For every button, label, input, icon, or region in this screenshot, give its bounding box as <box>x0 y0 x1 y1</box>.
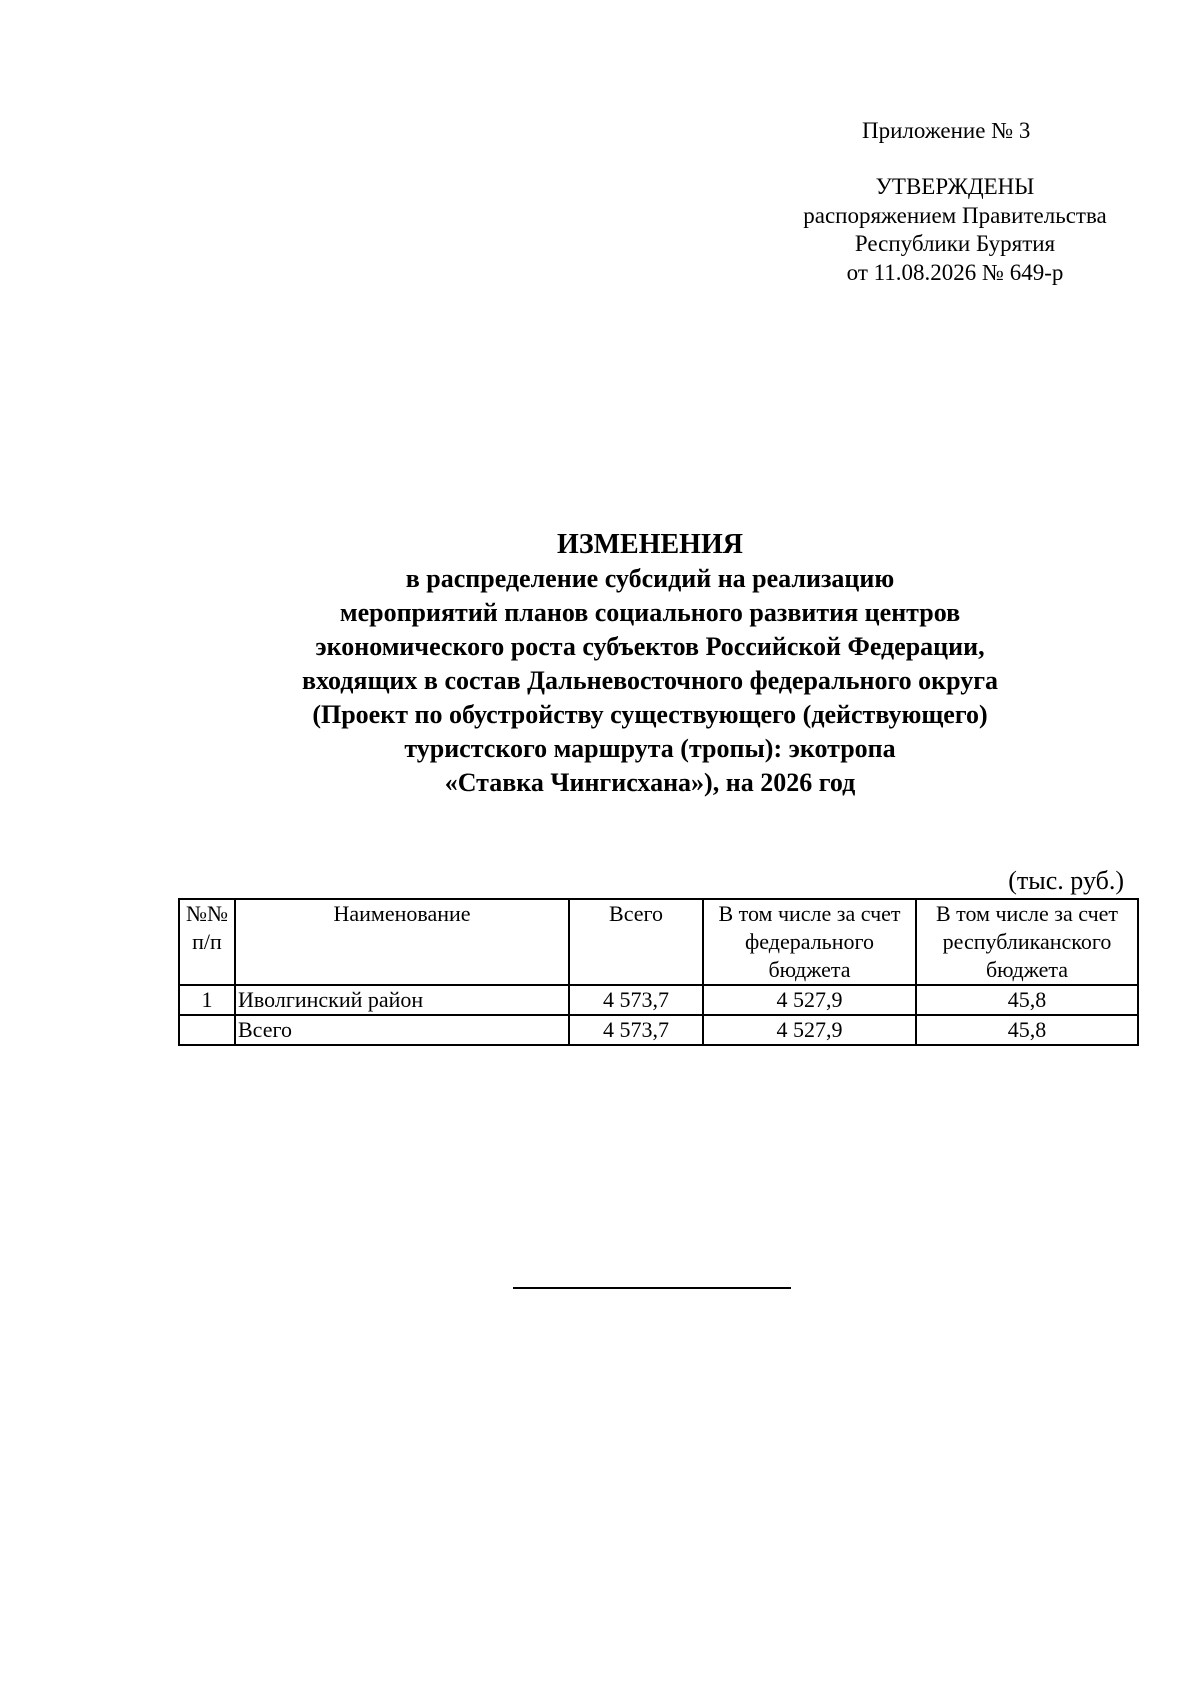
appendix-label: Приложение № 3 <box>862 118 1031 143</box>
title-line: «Ставка Чингисхана»), на 2026 год <box>444 768 856 797</box>
title-line: туристского маршрута (тропы): экотропа <box>404 734 896 763</box>
approval-stamp <box>770 173 1140 287</box>
cell-republic: 45,8 <box>916 1015 1138 1045</box>
table-header-row <box>179 899 1138 985</box>
cell-num <box>179 1015 235 1045</box>
document-title <box>160 528 1140 800</box>
table-row <box>179 985 1138 1015</box>
cell-republic: 45,8 <box>916 985 1138 1015</box>
approval-date-line: от 11.08.2026 № 649-р <box>846 259 1064 285</box>
header-republic: В том числе за счет республиканского бюджета <box>916 899 1138 985</box>
table-row-total <box>179 1015 1138 1045</box>
title-line: экономического роста субъектов Российской Федерации, <box>315 632 985 661</box>
title-main: ИЗМЕНЕНИЯ <box>557 529 743 560</box>
header-total: Всего <box>569 899 703 985</box>
cell-name: Всего <box>235 1015 569 1045</box>
header-num: №№ п/п <box>179 899 235 985</box>
units-label: (тыс. руб.) <box>1008 866 1124 895</box>
cell-total: 4 573,7 <box>569 1015 703 1045</box>
title-line: мероприятий планов социального развития центров <box>339 598 961 627</box>
cell-name: Иволгинский район <box>235 985 569 1015</box>
cell-total: 4 573,7 <box>569 985 703 1015</box>
approval-line: Республики Бурятия <box>854 231 1056 256</box>
header-federal: В том числе за счет федерального бюджета <box>703 899 916 985</box>
cell-num: 1 <box>179 985 235 1015</box>
title-line: входящих в состав Дальневосточного федерального округа <box>301 666 999 695</box>
end-divider <box>513 1287 791 1289</box>
approval-line: УТВЕРЖДЕНЫ <box>875 174 1035 199</box>
header-name: Наименование <box>235 899 569 985</box>
title-line: (Проект по обустройству существующего (действующего) <box>312 700 988 729</box>
cell-federal: 4 527,9 <box>703 985 916 1015</box>
title-line: в распределение субсидий на реализацию <box>405 564 895 593</box>
approval-line: распоряжением Правительства <box>803 202 1107 228</box>
subsidy-table <box>178 898 1139 1046</box>
cell-federal: 4 527,9 <box>703 1015 916 1045</box>
